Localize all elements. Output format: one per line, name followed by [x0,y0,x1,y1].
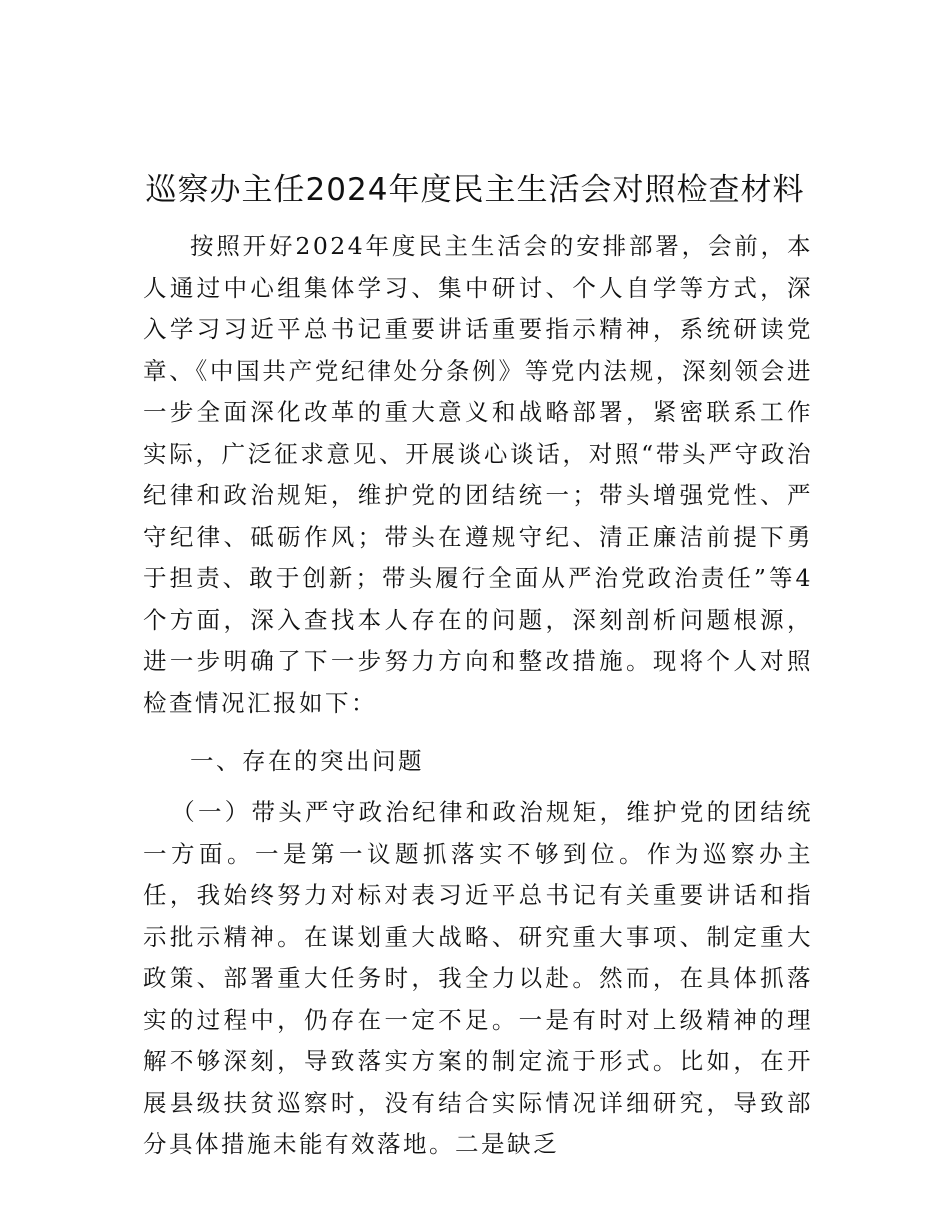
intro-paragraph: 按照开好2024年度民主生活会的安排部署，会前，本人通过中心组集体学习、集中研讨、个人自学等方式，深入学习习近平总书记重要讲话重要指示精神，系统研读党章、《中国共产党纪律处分条例》等党内法规，深刻领会进一步全面深化改革的重大意义和战略部署，紧密联系工作实际，广泛征求意见、开展谈心谈话，对照“带头严守政治纪律和政治规矩，维护党的团结统一；带头增强党性、严守纪律、砥砺作风；带头在遵规守纪、清正廉洁前提下勇于担责、敢于创新；带头履行全面从严治党政治责任”等4个方面，深入查找本人存在的问题，深刻剖析问题根源，进一步明确了下一步努力方向和整改措施。现将个人对照检查情况汇报如下： [143,232,813,717]
document-body [143,226,813,1166]
subsection-paragraph: （一）带头严守政治纪律和政治规矩，维护党的团结统一方面。一是第一议题抓落实不够到位。作为巡察办主任，我始终努力对标对表习近平总书记有关重要讲话和指示批示精神。在谋划重大战略、研究重大事项、制定重大政策、部署重大任务时，我全力以赴。然而，在具体抓落实的过程中，仍存在一定不足。一是有时对上级精神的理解不够深刻，导致落实方案的制定流于形式。比如，在开展县级扶贫巡察时，没有结合实际情况详细研究，导致部分具体措施未能有效落地。二是缺乏 [143,798,813,1158]
document-title: 巡察办主任2024年度民主生活会对照检查材料 [145,172,805,208]
section-heading: 一、存在的突出问题 [190,747,424,775]
